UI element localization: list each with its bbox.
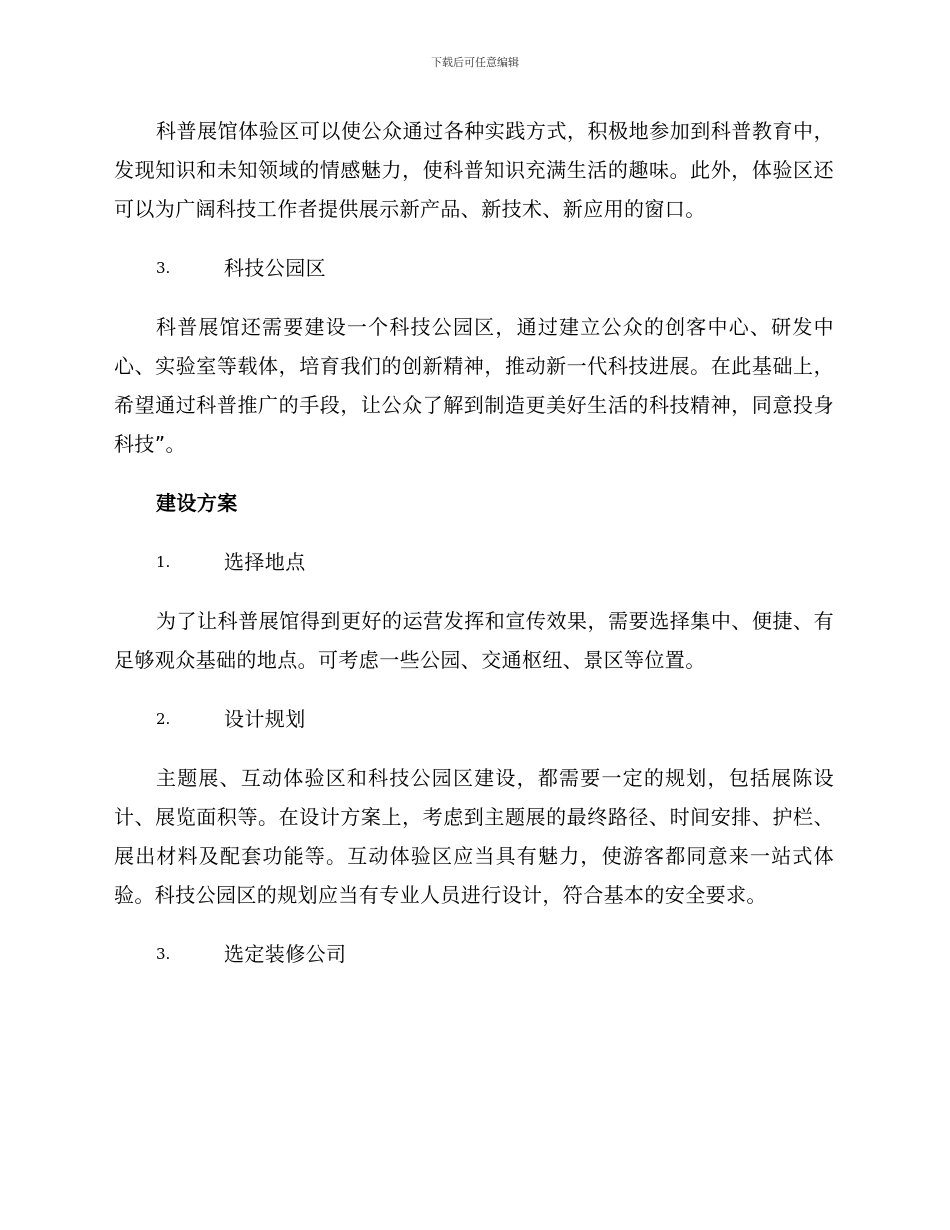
list-item-select-location xyxy=(114,543,834,582)
list-label: 科技公园区 xyxy=(224,256,326,280)
list-item-science-park xyxy=(114,249,834,288)
page-header: 下载后可任意编辑 xyxy=(431,56,519,69)
list-number: 3. xyxy=(156,259,171,277)
list-label: 选择地点 xyxy=(224,550,306,574)
list-label: 选定装修公司 xyxy=(224,942,347,966)
list-item-design-planning xyxy=(114,700,834,739)
paragraph-design: 主题展、互动体验区和科技公园区建设，都需要一定的规划，包括展陈设计、展览面积等。在设计方案上，考虑到主题展的最终路径、时间安排、护栏、展出材料及配套功能等。互动体验区应当具有魅力，使游客都同意来一站式体验。科技公园区的规划应当有专业人员进行设计，符合基本的安全要求。 xyxy=(114,766,834,907)
paragraph-science-park: 科普展馆还需要建设一个科技公园区，通过建立公众的创客中心、研发中心、实验室等载体，培育我们的创新精神，推动新一代科技进展。在此基础上，希望通过科普推广的手段，让公众了解到制造更美好生活的科技精神，同意投身科技”。 xyxy=(114,315,834,456)
list-number: 3. xyxy=(156,945,171,963)
document-body xyxy=(114,112,834,974)
list-number: 2. xyxy=(156,710,171,728)
paragraph-experience-zone: 科普展馆体验区可以使公众通过各种实践方式，积极地参加到科普教育中，发现知识和未知领域的情感魅力，使科普知识充满生活的趣味。此外，体验区还可以为广阔科技工作者提供展示新产品、新技术、新应用的窗口。 xyxy=(114,119,834,221)
list-item-renovation-company xyxy=(114,935,834,974)
list-number: 1. xyxy=(156,553,171,571)
list-label: 设计规划 xyxy=(224,707,306,731)
section-heading: 建设方案 xyxy=(156,491,238,515)
paragraph-location: 为了让科普展馆得到更好的运营发挥和宣传效果，需要选择集中、便捷、有足够观众基础的地点。可考虑一些公园、交通枢纽、景区等位置。 xyxy=(114,609,834,672)
